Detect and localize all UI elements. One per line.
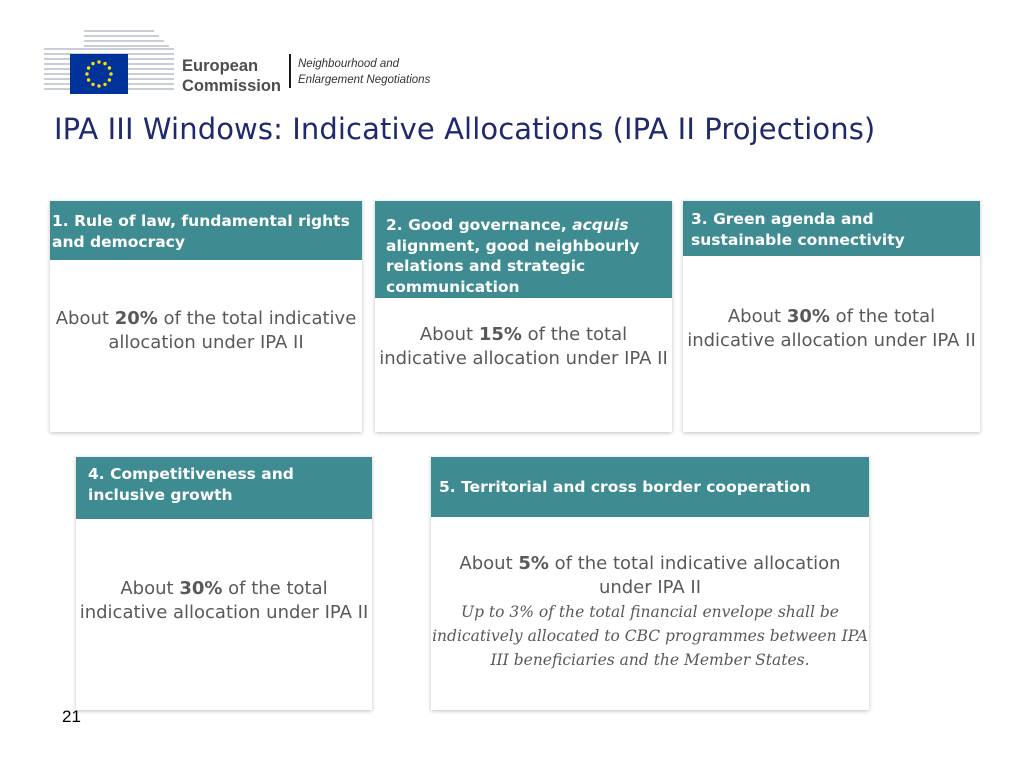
dg-name-line-2: Enlargement Negotiations bbox=[298, 74, 431, 86]
allocation-suffix: of the total indicative allocation under IPA II bbox=[379, 324, 668, 369]
dg-name-line-1: Neighbourhood and bbox=[298, 58, 400, 70]
allocation-percent: 20% bbox=[114, 308, 158, 329]
allocation-prefix: About bbox=[419, 324, 479, 345]
window-card-allocation bbox=[76, 577, 372, 625]
heading-part-1: 2. Good governance, bbox=[386, 216, 573, 234]
ec-name bbox=[182, 56, 281, 96]
window-card-heading: 3. Green agenda and sustainable connectivity bbox=[683, 201, 980, 256]
window-card-heading bbox=[375, 201, 672, 298]
ec-name-line-1: European bbox=[182, 57, 259, 75]
allocation-percent: 30% bbox=[786, 306, 830, 327]
window-card-allocation bbox=[683, 305, 980, 353]
allocation-percent: 15% bbox=[478, 324, 522, 345]
window-card-territorial-cooperation bbox=[431, 457, 869, 710]
allocation-prefix: About bbox=[459, 553, 519, 574]
page-number: 21 bbox=[62, 707, 81, 726]
window-card-rule-of-law bbox=[50, 201, 362, 432]
logo-divider bbox=[289, 54, 291, 88]
window-card-allocation bbox=[375, 323, 672, 371]
cbc-note: Up to 3% of the total financial envelope shall be indicatively allocated to CBC programmes between IPA III beneficiaries and the Member States. bbox=[432, 603, 868, 669]
allocation-suffix: of the total indicative allocation under IPA II bbox=[79, 578, 369, 623]
allocation-percent: 30% bbox=[179, 578, 223, 599]
window-card-competitiveness bbox=[76, 457, 372, 710]
allocation-percent: 5% bbox=[518, 553, 549, 574]
eu-flag-icon bbox=[70, 54, 128, 94]
slide-title: IPA III Windows: Indicative Allocations (IPA II Projections) bbox=[54, 112, 876, 146]
allocation-prefix: About bbox=[55, 308, 115, 329]
allocation-suffix: of the total indicative allocation under IPA II bbox=[548, 553, 841, 598]
heading-part-2: alignment, good neighbourly relations and strategic communication bbox=[386, 236, 640, 296]
allocation-prefix: About bbox=[120, 578, 180, 599]
ec-name-line-2: Commission bbox=[182, 77, 282, 95]
allocation-prefix: About bbox=[727, 306, 787, 327]
window-card-allocation bbox=[431, 552, 869, 672]
european-commission-logo bbox=[44, 26, 464, 96]
window-card-good-governance bbox=[375, 201, 672, 432]
window-card-allocation bbox=[50, 307, 362, 355]
allocation-suffix: of the total indicative allocation under IPA II bbox=[108, 308, 357, 353]
window-card-heading: 4. Competitiveness and inclusive growth bbox=[76, 457, 372, 519]
window-card-heading: 5. Territorial and cross border cooperation bbox=[431, 457, 869, 517]
window-card-heading: 1. Rule of law, fundamental rights and democracy bbox=[50, 201, 362, 260]
heading-emphasis: acquis bbox=[572, 216, 629, 234]
window-card-green-agenda bbox=[683, 201, 980, 432]
dg-name bbox=[298, 56, 430, 88]
allocation-suffix: of the total indicative allocation under IPA II bbox=[687, 306, 976, 351]
